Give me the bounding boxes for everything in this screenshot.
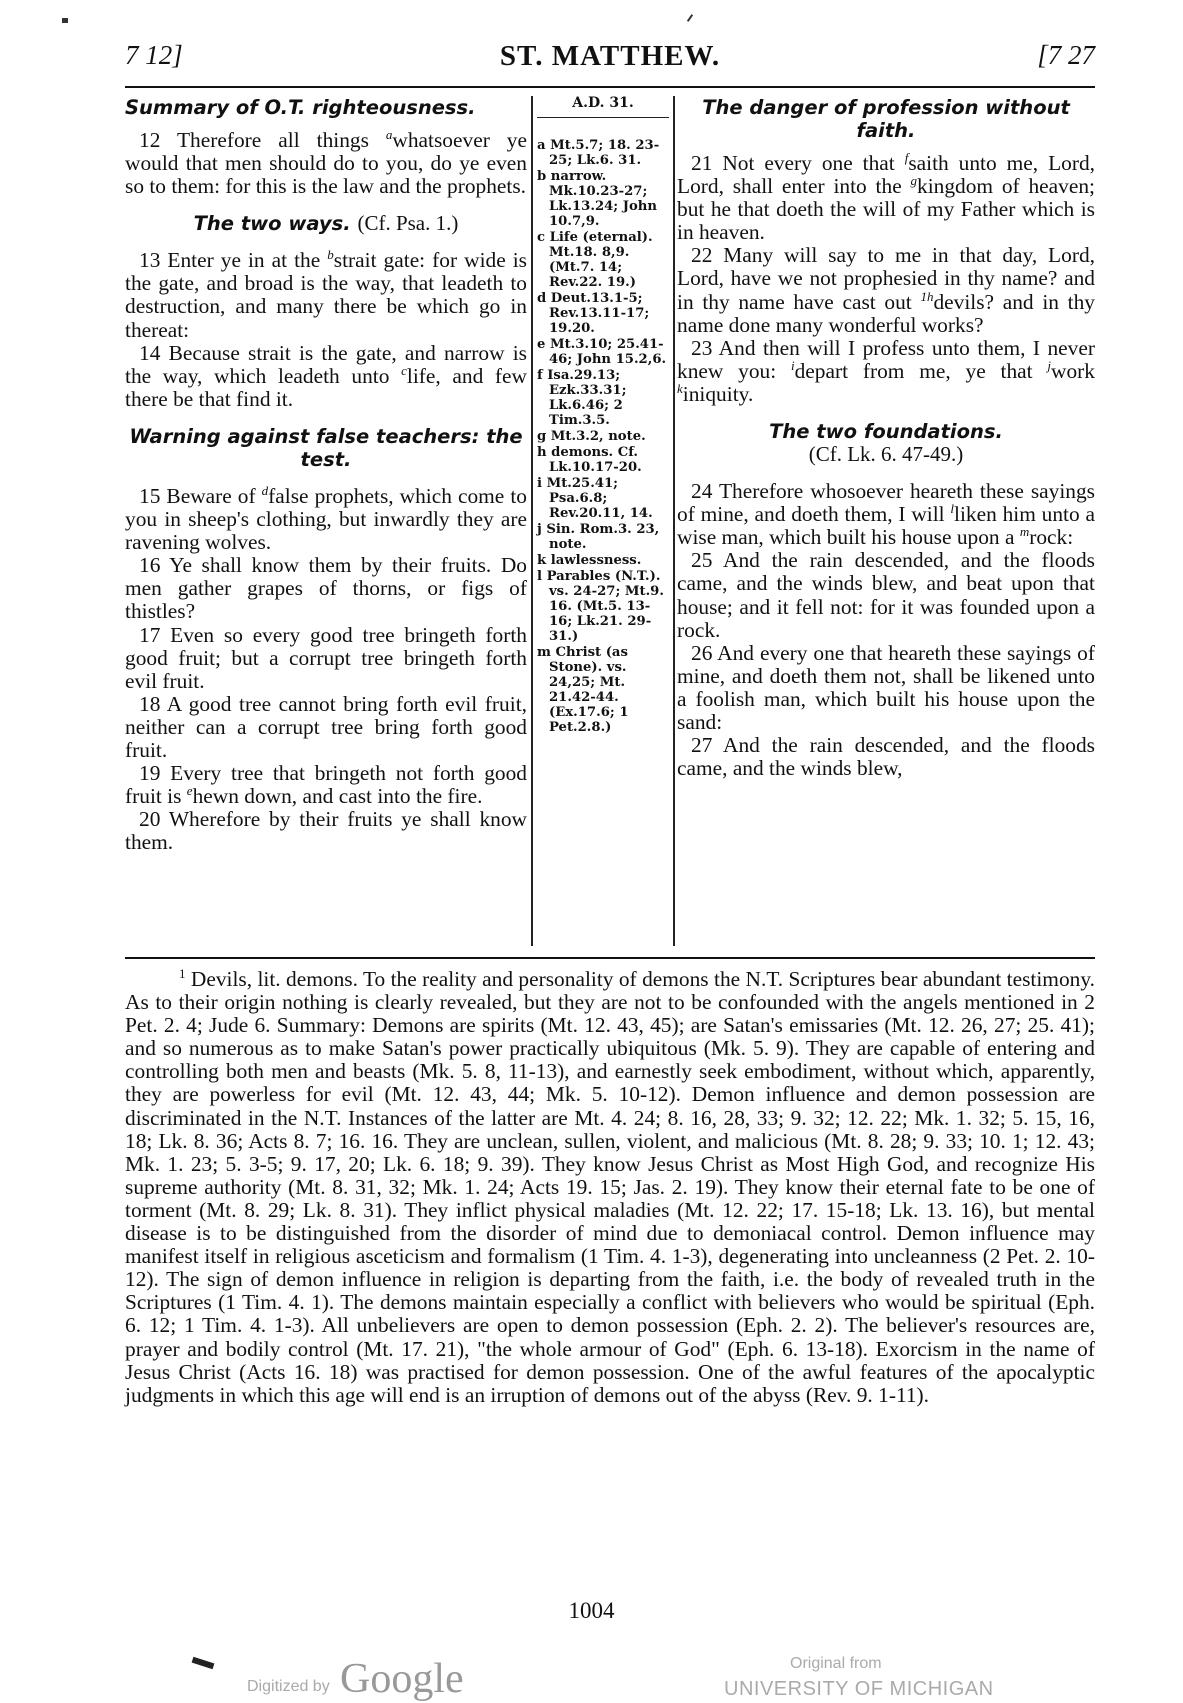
reference-marker: l [950, 501, 955, 516]
reference-marker: a [385, 126, 393, 142]
verse-20: 20 Wherefore by their fruits ye shall know them. [125, 807, 527, 855]
running-header [125, 40, 1095, 80]
section-heading [125, 212, 527, 235]
verse-text: 12 Therefore all things [139, 128, 386, 152]
verse-text: 19 Every tree that bringeth not forth good fruit is [125, 761, 527, 809]
verse-13 [125, 249, 527, 341]
heading-text: The two ways. [193, 212, 351, 236]
verse-text: 24 Therefore whosoever heareth these sayings of mine, and doeth them, I will [677, 479, 1095, 527]
verse-text: 23 And then will I profess unto them, I never knew you: [677, 335, 1095, 383]
verse-text: kingdom of heaven; but he that doeth the will of my Father which is in heaven. [677, 174, 1095, 245]
marginal-notes [537, 138, 669, 735]
verse-text: saith unto me, Lord, Lord, shall enter into the [677, 151, 1095, 199]
marginal-note: e Mt.3.10; 25.41-46; John 15.2,6. [537, 337, 667, 367]
verse-text: whatsoever ye would that men should do to you, do ye even so to them: for this is the law and the prophets. [125, 128, 527, 199]
reference-marker: f [904, 149, 909, 165]
verse-text: life, and few there be that find it. [125, 363, 527, 411]
header-rule [125, 86, 1095, 88]
verse-14 [125, 342, 527, 411]
center-reference-column [537, 96, 669, 736]
marginal-note: a Mt.5.7; 18. 23-25; Lk.6. 31. [537, 138, 660, 168]
section-heading: The danger of profession without faith. [702, 96, 1070, 142]
marginal-note: k lawlessness. [537, 553, 642, 568]
verse-text: devils? and in thy name done many wonderful works? [677, 289, 1095, 337]
marginal-note: h demons. Cf. Lk.10.17-20. [537, 445, 642, 475]
verse-text: 15 Beware of [139, 483, 262, 508]
scan-mark [687, 14, 693, 22]
verse-25: 25 And the rain descended, and the floods came, and the winds blew, and beat upon that house; and it fell not: for it was founded upon a rock. [677, 548, 1095, 642]
section-heading: Summary of O.T. righteousness. [125, 96, 476, 119]
reference-marker: k [677, 380, 683, 396]
column-divider [531, 96, 533, 946]
verse-17: 17 Even so every good tree bringeth forth good fruit; but a corrupt tree bringeth forth evil fruit. [125, 622, 527, 693]
verse-26: 26 And every one that heareth these sayings of mine, and doeth them not, shall be likened unto a foolish man, which built his house upon the sand: [677, 640, 1095, 734]
heading-cross-ref-text: (Cf. Lk. 6. 47-49.) [808, 442, 964, 467]
footnote [125, 965, 1095, 1407]
marginal-note: l Parables (N.T.). vs. 24-27; Mt.9. 16. (Mt.5. 13-16; Lk.21. 29-31.) [537, 569, 664, 644]
header-right-ref: [7 27 [1037, 40, 1095, 70]
institution-label: UNIVERSITY OF MICHIGAN [724, 1678, 994, 1700]
reference-marker: m [1019, 524, 1030, 540]
footnote-text: Devils, lit. demons. To the reality and personality of demons the N.T. Scriptures bear abundant testimony. As to their origin nothing is clearly revealed, but they are not to be confounded with the angels mentioned in 2 Pet. 2. 4; Jude 6. Summary: Demons are spirits (Mt. 12. 43, 45); are Satan's emissaries (Mt. 12. 26, 27; 25. 41); and so numerous as to make Satan's power practically ubiquitous (Mk. 5. 9). They are capable of entering and controlling both men and beasts (Mk. 5. 8, 11-13), and earnestly seek embodiment, without which, apparently, they are powerless for evil (Mt. 12. 43, 44; Mk. 5. 10-12). Demon influence and demon possession are discriminated in the N.T. Instances of the latter are Mt. 4. 24; 8. 16, 28, 33; 9. 32; 12. 22; Mk. 1. 32; 5. 15, 16, 18; Lk. 8. 36; Acts 8. 7; 16. 16. They are unclean, sullen, violent, and malicious (Mt. 8. 28; 9. 33; 10. 1; 12. 43; Mk. 1. 23; 5. 3-5; 9. 17, 20; Lk. 6. 18; 9. 39). They know Jesus Christ as Most High God, and recognize His supreme authority (Mt. 8. 31, 32; Mk. 1. 24; Acts 19. 15; Jas. 2. 19). They know their eternal fate to be one of torment (Mt. 8. 29; Lk. 8. 31). They inflict physical maladies (Mt. 12. 22; 17. 15-18; Lk. 13. 16), but mental disease is to be distinguished from the disorder of mind due to demoniacal control. Demon influence may manifest itself in religious asceticism and formalism (1 Tim. 4. 1-3), degenerating into uncleanness (2 Pet. 2. 10-12). The sign of demon influence in religion is departing from the faith, i.e. the body of revealed truth in the Scriptures (1 Tim. 4. 1). The demons maintain especially a conflict with believers who would be spiritual (Eph. 6. 12; 1 Tim. 4. 1-3). All unbelievers are open to demon possession (Eph. 2. 2). The believer's resources are, prayer and bodily control (Mt. 17. 21), "the whole armour of God" (Eph. 6. 13-18). Exorcism in the name of Jesus Christ (Acts 16. 18) was practised for demon possession. One of the awful features of the apocalyptic judgments in which this age will end is an irruption of demons out of the abyss (Rev. 9. 1-11). [125, 967, 1095, 1407]
scan-mark [192, 1657, 215, 1670]
heading-cross-ref: (Cf. Psa. 1.) [357, 211, 459, 236]
reference-marker: 1h [920, 288, 934, 304]
verse-text: 22 Many will say to me in that day, Lord, Lord, have we not prophesied in thy name? and in thy name have cast out [677, 243, 1095, 314]
page-number: 1004 [568, 1598, 615, 1623]
verse-23 [677, 337, 1095, 406]
verse-text: depart from me, ye that [794, 358, 1048, 383]
marginal-note: c Life (eternal). Mt.18. 8,9. (Mt.7. 14; Rev.22. 19.) [537, 230, 653, 290]
footnote-rule [125, 957, 1095, 959]
verse-15 [125, 482, 527, 555]
reference-marker: d [261, 482, 269, 498]
marginal-note: m Christ (as Stone). vs. 24,25; Mt. 21.42-44. (Ex.17.6; 1 Pet.2.8.) [537, 645, 629, 735]
verse-text: work [1051, 358, 1095, 383]
marginal-note: d Deut.13.1-5; Rev.13.11-17; 19.20. [537, 291, 650, 336]
marginal-note: i Mt.25.41; Psa.6.8; Rev.20.11, 14. [537, 476, 653, 521]
marginal-note: j Sin. Rom.3. 23, note. [537, 522, 660, 552]
heading-cross-ref [677, 443, 1095, 466]
verse-24 [677, 480, 1095, 549]
google-logo: Google [340, 1656, 464, 1702]
column-divider [673, 96, 675, 946]
left-column [125, 96, 527, 854]
reference-marker: e [186, 783, 193, 799]
right-column [677, 96, 1095, 780]
reference-marker: i [790, 357, 795, 373]
verse-text: strait gate: for wide is the gate, and broad is the way, that leadeth to destruction, and many there be which go in thereat: [125, 248, 527, 342]
scan-mark [62, 18, 68, 23]
verse-21 [677, 149, 1095, 245]
date-label: A.D. 31. [537, 96, 669, 118]
original-from-label: Original from [790, 1655, 882, 1672]
reference-marker: b [327, 247, 334, 263]
verse-18: 18 A good tree cannot bring forth evil fruit, neither can a corrupt tree bring forth good fruit. [125, 691, 527, 762]
verse-text: 21 Not every one that [691, 151, 905, 175]
header-title: ST. MATTHEW. [499, 40, 721, 72]
marginal-note: g Mt.3.2, note. [537, 429, 646, 444]
reference-marker: c [401, 362, 407, 378]
verse-12 [125, 126, 527, 199]
reference-marker: g [910, 172, 917, 188]
verse-19 [125, 762, 527, 808]
verse-16: 16 Ye shall know them by their fruits. Do men gather grapes of thorns, or figs of thistles? [125, 553, 527, 624]
verse-text: iniquity. [682, 381, 754, 406]
footnote-marker: 1 [179, 965, 186, 981]
reference-marker: j [1047, 357, 1052, 373]
verse-22 [677, 244, 1095, 336]
marginal-note: b narrow. Mk.10.23-27; Lk.13.24; John 10.7,9. [537, 169, 657, 229]
header-left-ref: 7 12] [125, 40, 183, 70]
section-heading: Warning against false teachers: the test. [129, 424, 523, 471]
digitized-by-label: Digitized by [247, 1678, 330, 1695]
verse-text: hewn down, and cast into the fire. [192, 784, 483, 809]
verse-text: rock: [1029, 525, 1074, 550]
verse-27: 27 And the rain descended, and the floods came, and the winds blew, [677, 733, 1095, 781]
verse-text: false prophets, which come to you in sheep's clothing, but inwardly they are ravening wolves. [125, 483, 527, 555]
section-heading: The two foundations. [769, 420, 1003, 444]
verse-text: 13 Enter ye in at the [139, 248, 328, 273]
verse-text: 14 Because strait is the gate, and narrow is the way, which leadeth unto [125, 340, 527, 388]
marginal-note: f Isa.29.13; Ezk.33.31; Lk.6.46; 2 Tim.3.5. [537, 368, 627, 428]
verse-text: liken him unto a wise man, which built his house upon a [677, 502, 1095, 550]
